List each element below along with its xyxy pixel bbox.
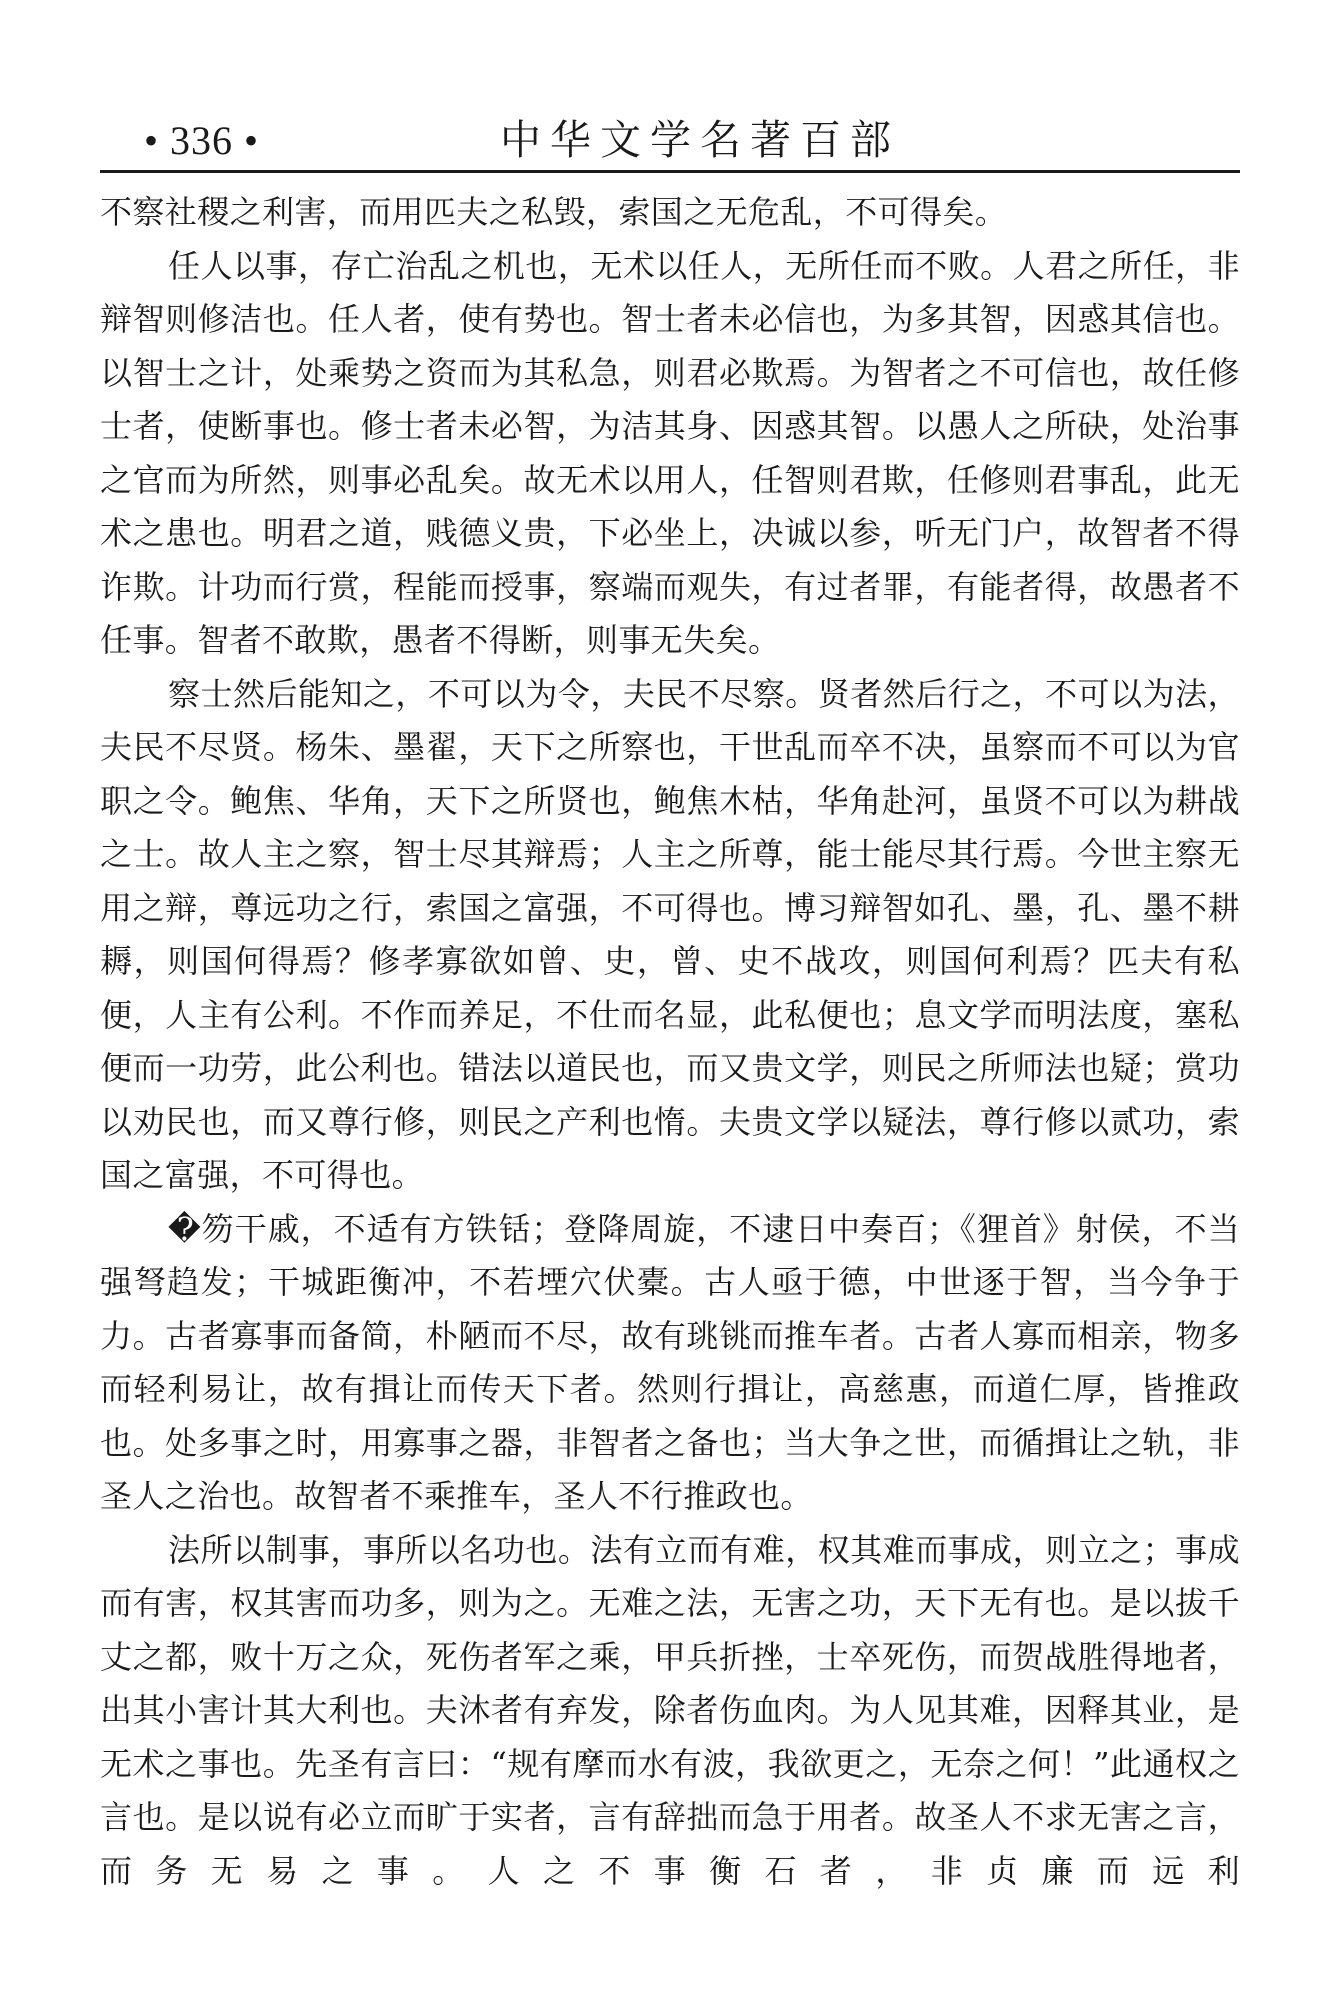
page-number: • 336 • [144,118,260,163]
body-text [100,186,1240,1898]
book-title: 中华文学名著百部 [500,116,900,164]
paragraph-fa-suo-yi-zhi-shi: 法所以制事，事所以名功也。法有立而有难，权其难而事成，则立之；事成而有害，权其害而功多，则为之。无难之法，无害之功，天下无有也。是以拔千丈之都，败十万之众，死伤者军之乘，甲兵折挫，士卒死伤，而贺战胜得地者，出其小害计其大利也。夫沐者有弃发，除者伤血肉。为人见其难，因释其业，是无术之事也。先圣有言曰：“规有摩而水有波，我欲更之，无奈之何！”此通权之言也。是以说有必立而旷于实者，言有辞拙而急于用者。故圣人不求无害之言，而务无易之事。人之不事衡石者，非贞廉而远利 [100,1530,1240,1890]
page-header [100,106,1240,170]
paragraph-continued: 不察社稷之利害，而用匹夫之私毁，索国之无危乱，不可得矣。 [100,193,1008,231]
header-rule [100,170,1240,173]
paragraph-ren-ren-yi-shi: 任人以事，存亡治乱之机也，无术以任人，无所任而不败。人君之所任，非辩智则修洁也。任人者，使有势也。智士者未必信也，为多其智，因惑其信也。以智士之计，处乘势之资而为其私急，则君必欺焉。为智者之不可信也，故任修士者，使断事也。修士者未必智，为洁其身、因惑其智。以愚人之所砄，处治事之官而为所然，则事必乱矣。故无术以用人，任智则君欺，任修则君事乱，此无术之患也。明君之道，贱德义贵，下必坐上，决诚以参，听无门户，故智者不得诈欺。计功而行赏，程能而授事，察端而观失，有过者罪，有能者得，故愚者不任事。智者不敢欺，愚者不得断，则事无失矣。 [100,246,1240,659]
paragraph-hu-gan-qi: �笏干戚，不适有方铁铦；登降周旋，不逮日中奏百；《狸首》射侯，不当强弩趋发；干城距衡冲，不若堙穴伏橐。古人亟于德，中世逐于智，当今争于力。古者寡事而备简，朴陋而不尽，故有珧铫而推车者。古者人寡而相亲，物多而轻利易让，故有揖让而传天下者。然则行揖让，高慈惠，而道仁厚，皆推政也。处多事之时，用寡事之器，非智者之备也；当大争之世，而循揖让之轨，非圣人之治也。故智者不乘推车，圣人不行推政也。 [100,1209,1240,1515]
paragraph-cha-shi: 察士然后能知之，不可以为令，夫民不尽察。贤者然后行之，不可以为法，夫民不尽贤。杨朱、墨翟，天下之所察也，干世乱而卒不决，虽察而不可以为官职之令。鲍焦、华角，天下之所贤也，鲍焦木枯，华角赴河，虽贤不可以为耕战之士。故人主之察，智士尽其辩焉；人主之所尊，能士能尽其行焉。今世主察无用之辩，尊远功之行，索国之富强，不可得也。博习辩智如孔、墨，孔、墨不耕耨，则国何得焉？修孝寡欲如曾、史，曾、史不战攻，则国何利焉？匹夫有私便，人主有公利。不作而养足，不仕而名显，此私便也；息文学而明法度，塞私便而一功劳，此公利也。错法以道民也，而又贵文学，则民之所师法也疑；赏功以劝民也，而又尊行修，则民之产利也惰。夫贵文学以疑法，尊行修以贰功，索国之富强，不可得也。 [100,674,1240,1194]
